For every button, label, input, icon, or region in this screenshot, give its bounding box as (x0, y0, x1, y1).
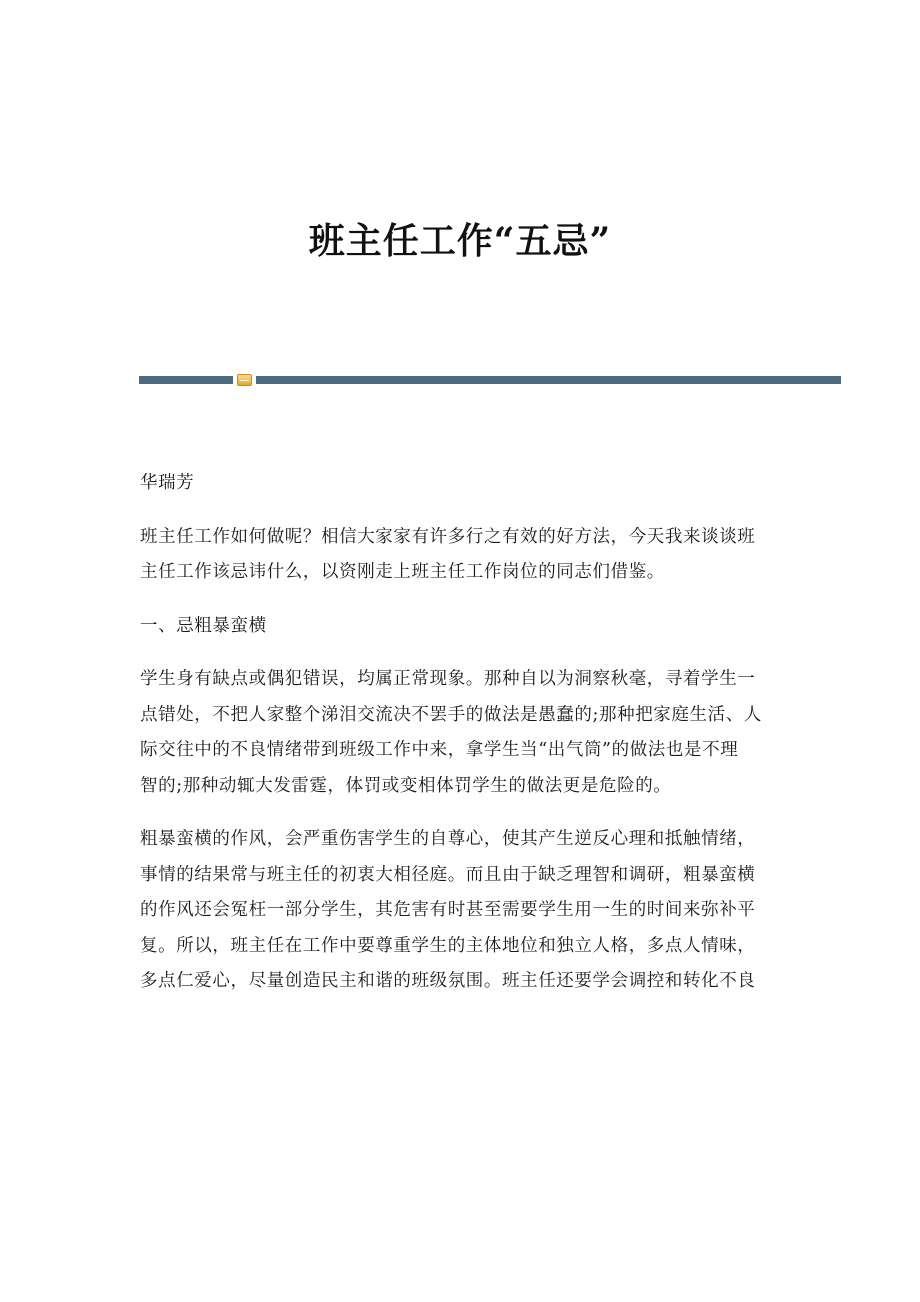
text-line: 班主任工作如何做呢？相信大家家有许多行之有效的好方法，今天我来谈谈班 (140, 526, 756, 547)
divider-left-bar (139, 376, 233, 384)
paragraph-body (140, 822, 800, 1000)
title-divider (139, 374, 841, 386)
document-body (140, 466, 800, 1018)
paragraph-body (140, 662, 800, 804)
author-name: 华瑞芳 (140, 473, 195, 493)
text-line: 复。所以，班主任在工作中要尊重学生的主体地位和独立人格，多点人情味， (140, 935, 756, 956)
divider-right-bar (256, 376, 841, 384)
document-title: 班主任工作“五忌” (308, 220, 612, 262)
text-line: 主任工作该忌讳什么，以资刚走上班主任工作岗位的同志们借鉴。 (140, 562, 665, 582)
text-line: 智的;那种动辄大发雷霆，体罚或变相体罚学生的做法更是危险的。 (140, 775, 672, 796)
text-line: 际交往中的不良情绪带到班级工作中来，拿学生当“出气筒”的做法也是不理 (140, 740, 739, 760)
text-line: 一、忌粗暴蛮横 (140, 615, 267, 636)
text-line: 的作风还会冤枉一部分学生，其危害有时甚至需要学生用一生的时间来弥补平 (140, 900, 756, 920)
text-line: 学生身有缺点或偶犯错误，均属正常现象。那种自以为洞察秋毫，寻着学生一 (140, 669, 756, 689)
section-heading (140, 609, 800, 645)
paragraph-intro (140, 520, 800, 591)
text-line: 事情的结果常与班主任的初衷大相径庭。而且由于缺乏理智和调研，粗暴蛮横 (140, 864, 756, 885)
text-line: 粗暴蛮横的作风，会严重伤害学生的自尊心，使其产生逆反心理和抵触情绪， (140, 829, 756, 849)
text-line: 点错处，不把人家整个涕泪交流决不罢手的做法是愚蠢的;那种把家庭生活、人 (140, 704, 762, 725)
text-line: 多点仁爱心，尽量创造民主和谐的班级氛围。班主任还要学会调控和转化不良 (140, 971, 756, 991)
divider-ornament-icon (237, 374, 252, 386)
